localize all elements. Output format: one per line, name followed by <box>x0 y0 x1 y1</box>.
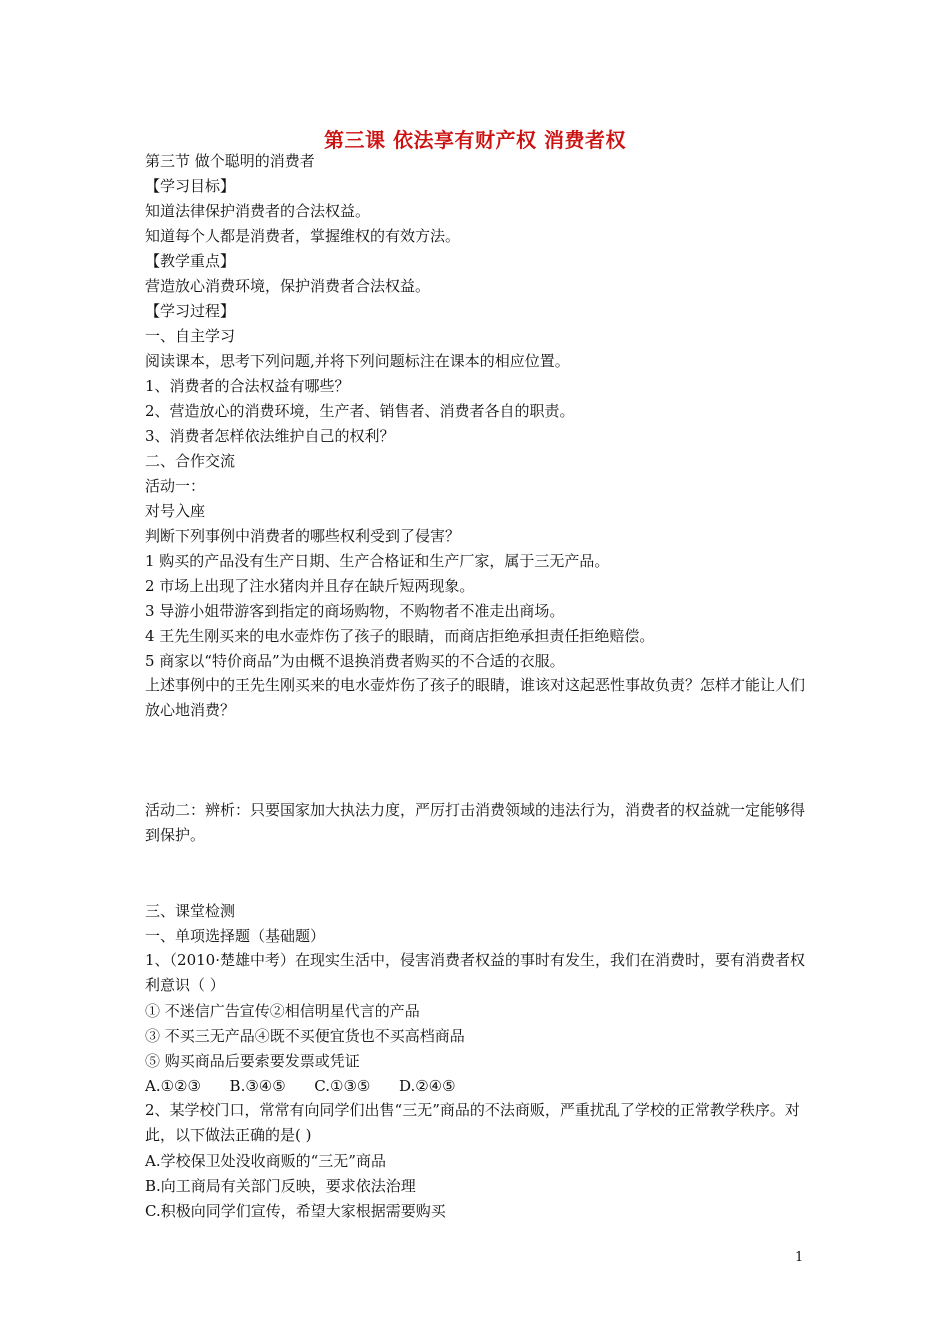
q1-item: ⑤ 购买商品后要索要发票或凭证 <box>145 1052 360 1070</box>
activity2-text: 活动二：辨析：只要国家加大执法力度，严厉打击消费领域的违法行为，消费者的权益就一定能够得到保护。 <box>145 801 806 844</box>
case-item: 3 导游小姐带游客到指定的商场购物，不购物者不准走出商场。 <box>145 602 565 620</box>
part3-heading: 三、课堂检测 <box>145 902 236 920</box>
case-item: 2 市场上出现了注水猪肉并且存在缺斤短两现象。 <box>145 577 475 595</box>
q2-option: C.积极向同学们宣传，希望大家根据需要购买 <box>145 1202 446 1220</box>
question-item: 3、消费者怎样依法维护自己的权利？ <box>145 427 395 445</box>
activity1-label: 活动一： <box>145 477 206 495</box>
activity1-title: 对号入座 <box>145 502 206 520</box>
q2-option: B.向工商局有关部门反映，要求依法治理 <box>145 1177 416 1195</box>
key-points-heading: 【教学重点】 <box>145 252 236 270</box>
question2-stem: 2、某学校门口，常常有向同学们出售“三无”商品的不法商贩，严重扰乱了学校的正常教学秩序。对此，以下做法正确的是( ) <box>145 1101 800 1144</box>
question-item: 2、营造放心的消费环境，生产者、销售者、消费者各自的职责。 <box>145 402 575 420</box>
part2-heading: 二、合作交流 <box>145 452 236 470</box>
q1-item: ③ 不买三无产品④既不买便宜货也不买高档商品 <box>145 1027 465 1045</box>
part1-heading: 一、自主学习 <box>145 327 236 345</box>
process-heading: 【学习过程】 <box>145 302 236 320</box>
key-point: 营造放心消费环境，保护消费者合法权益。 <box>145 277 431 295</box>
q2-option: A.学校保卫处没收商贩的“三无”商品 <box>145 1152 386 1170</box>
case-item: 1 购买的产品没有生产日期、生产合格证和生产厂家，属于三无产品。 <box>145 552 610 570</box>
document-title: 第三课 依法享有财产权 消费者权 <box>324 128 626 152</box>
activity1-question: 上述事例中的王先生刚买来的电水壶炸伤了孩子的眼睛，谁该对这起恶性事故负责？怎样才能让人们放心地消费？ <box>145 676 806 719</box>
mc-heading: 一、单项选择题（基础题） <box>145 927 326 945</box>
objectives-heading: 【学习目标】 <box>145 177 236 195</box>
question1-stem: 1、（2010·楚雄中考）在现实生活中，侵害消费者权益的事时有发生，我们在消费时，要有消费者权利意识（ ） <box>145 951 805 994</box>
objective-item: 知道法律保护消费者的合法权益。 <box>145 202 371 220</box>
question-item: 1、消费者的合法权益有哪些？ <box>145 377 350 395</box>
q1-item: ① 不迷信广告宣传②相信明星代言的产品 <box>145 1002 420 1020</box>
case-item: 5 商家以“特价商品”为由概不退换消费者购买的不合适的衣服。 <box>145 652 565 670</box>
case-item: 4 王先生刚买来的电水壶炸伤了孩子的眼睛，而商店拒绝承担责任拒绝赔偿。 <box>145 627 655 645</box>
page-number: 1 <box>795 1250 804 1265</box>
section-heading: 第三节 做个聪明的消费者 <box>145 152 315 170</box>
activity1-prompt: 判断下列事例中消费者的哪些权利受到了侵害？ <box>145 527 461 545</box>
part1-intro: 阅读课本，思考下列问题,并将下列问题标注在课本的相应位置。 <box>145 352 570 370</box>
q1-options: A.①②③ B.③④⑤ C.①③⑤ D.②④⑤ <box>145 1077 456 1095</box>
objective-item: 知道每个人都是消费者，掌握维权的有效方法。 <box>145 227 461 245</box>
